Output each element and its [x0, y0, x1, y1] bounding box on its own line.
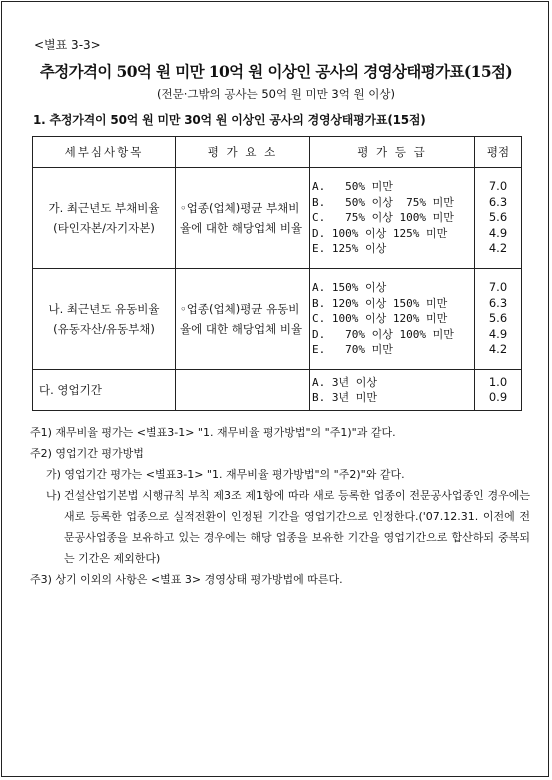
table-row: [33, 370, 522, 411]
note-2-b-text: 건설산업기본법 시행규칙 부칙 제3조 제1항에 따라 새로 등록한 업종이 전문공사업종인 경우에는 새로 등록한 업종으로 실적전환이 인정된 기간을 영업기간으로 인정한다.('07.12.31. 이전에 전문공사업종을 보유하고 있는 경우에는 해당 업종을 보유한 기간을 영업기간으로 합산하되 중복되는 기간은 제외한다): [64, 489, 530, 565]
document-title: 추정가격이 50억 원 미만 10억 원 이상인 공사의 경영상태평가표(15점): [39, 62, 513, 81]
section-title: 1. 추정가격이 50억 원 미만 30억 원 이상인 공사의 경영상태평가표(15점): [33, 113, 426, 127]
grade-line: B. 120% 이상 150% 미만: [312, 296, 448, 310]
score-cell: [475, 269, 522, 370]
grade-line: B. 50% 이상 75% 미만: [312, 195, 454, 209]
element-cell: [176, 370, 310, 411]
score-value: 4.9: [488, 225, 508, 240]
item-cell: [33, 370, 176, 411]
grade-line: A. 50% 미만: [312, 180, 393, 194]
annex-label: <별표 3-3>: [34, 38, 101, 52]
score-value: 1.0: [488, 374, 508, 389]
grade-line: C. 100% 이상 120% 미만: [312, 312, 448, 326]
grade-cell: [310, 168, 475, 269]
grade-line: A. 3년 이상: [312, 375, 377, 389]
table-row: [33, 269, 522, 370]
grade-cell: [310, 269, 475, 370]
item-name: 다. 영업기간: [39, 383, 102, 397]
grade-line: A. 150% 이상: [312, 281, 387, 295]
item-name: 나. 최근년도 유동비율: [48, 302, 160, 316]
score-value: 7.0: [488, 280, 508, 295]
score-value: 4.2: [488, 342, 508, 357]
note-2-b: [30, 485, 530, 569]
score-value: 5.6: [488, 311, 508, 326]
note-2-b-marker: 나): [46, 489, 61, 502]
note-3: 주3) 상기 이외의 사항은 <별표 3> 경영상태 평가방법에 따른다.: [30, 573, 343, 586]
header-grade: 평 가 등 급: [310, 137, 475, 168]
item-cell: [33, 168, 176, 269]
score-value: 7.0: [488, 179, 508, 194]
item-name: 가. 최근년도 부채비율: [48, 201, 160, 215]
element-cell: ◦업종(업체)평균 유동비율에 대한 해당업체 비율: [176, 269, 310, 370]
grade-cell: [310, 370, 475, 411]
grade-line: D. 100% 이상 125% 미만: [312, 226, 448, 240]
element-cell: ◦업종(업체)평균 부채비율에 대한 해당업체 비율: [176, 168, 310, 269]
header-score: 평점: [475, 137, 522, 168]
document-subtitle: (전문·그밖의 공사는 50억 원 미만 3억 원 이상): [157, 87, 395, 101]
score-value: 6.3: [488, 194, 508, 209]
score-value: 0.9: [488, 390, 508, 404]
item-formula: (유동자산/유동부채): [53, 322, 155, 336]
header-element: 평 가 요 소: [176, 137, 310, 168]
table-header-row: [33, 137, 522, 168]
item-cell: [33, 269, 176, 370]
score-value: 4.2: [488, 241, 508, 256]
score-value: 6.3: [488, 295, 508, 310]
score-value: 5.6: [488, 210, 508, 225]
score-cell: [475, 370, 522, 411]
grade-line: E. 125% 이상: [312, 242, 387, 256]
evaluation-table: [32, 136, 522, 411]
score-value: 4.9: [488, 326, 508, 341]
note-1: 주1) 재무비율 평가는 <별표3-1> "1. 재무비율 평가방법"의 "주1)"과 같다.: [30, 426, 396, 439]
notes-section: [30, 422, 530, 590]
score-cell: [475, 168, 522, 269]
table-row: [33, 168, 522, 269]
grade-line: C. 75% 이상 100% 미만: [312, 211, 454, 225]
note-2-a: 가) 영업기간 평가는 <별표3-1> "1. 재무비율 평가방법"의 "주2)"와 같다.: [46, 468, 405, 481]
grade-line: B. 3년 미만: [312, 391, 377, 404]
grade-line: D. 70% 이상 100% 미만: [312, 327, 454, 341]
item-formula: (타인자본/자기자본): [53, 221, 155, 235]
note-2: 주2) 영업기간 평가방법: [30, 447, 144, 460]
header-item: 세부심사항목: [33, 137, 176, 168]
grade-line: E. 70% 미만: [312, 343, 393, 357]
